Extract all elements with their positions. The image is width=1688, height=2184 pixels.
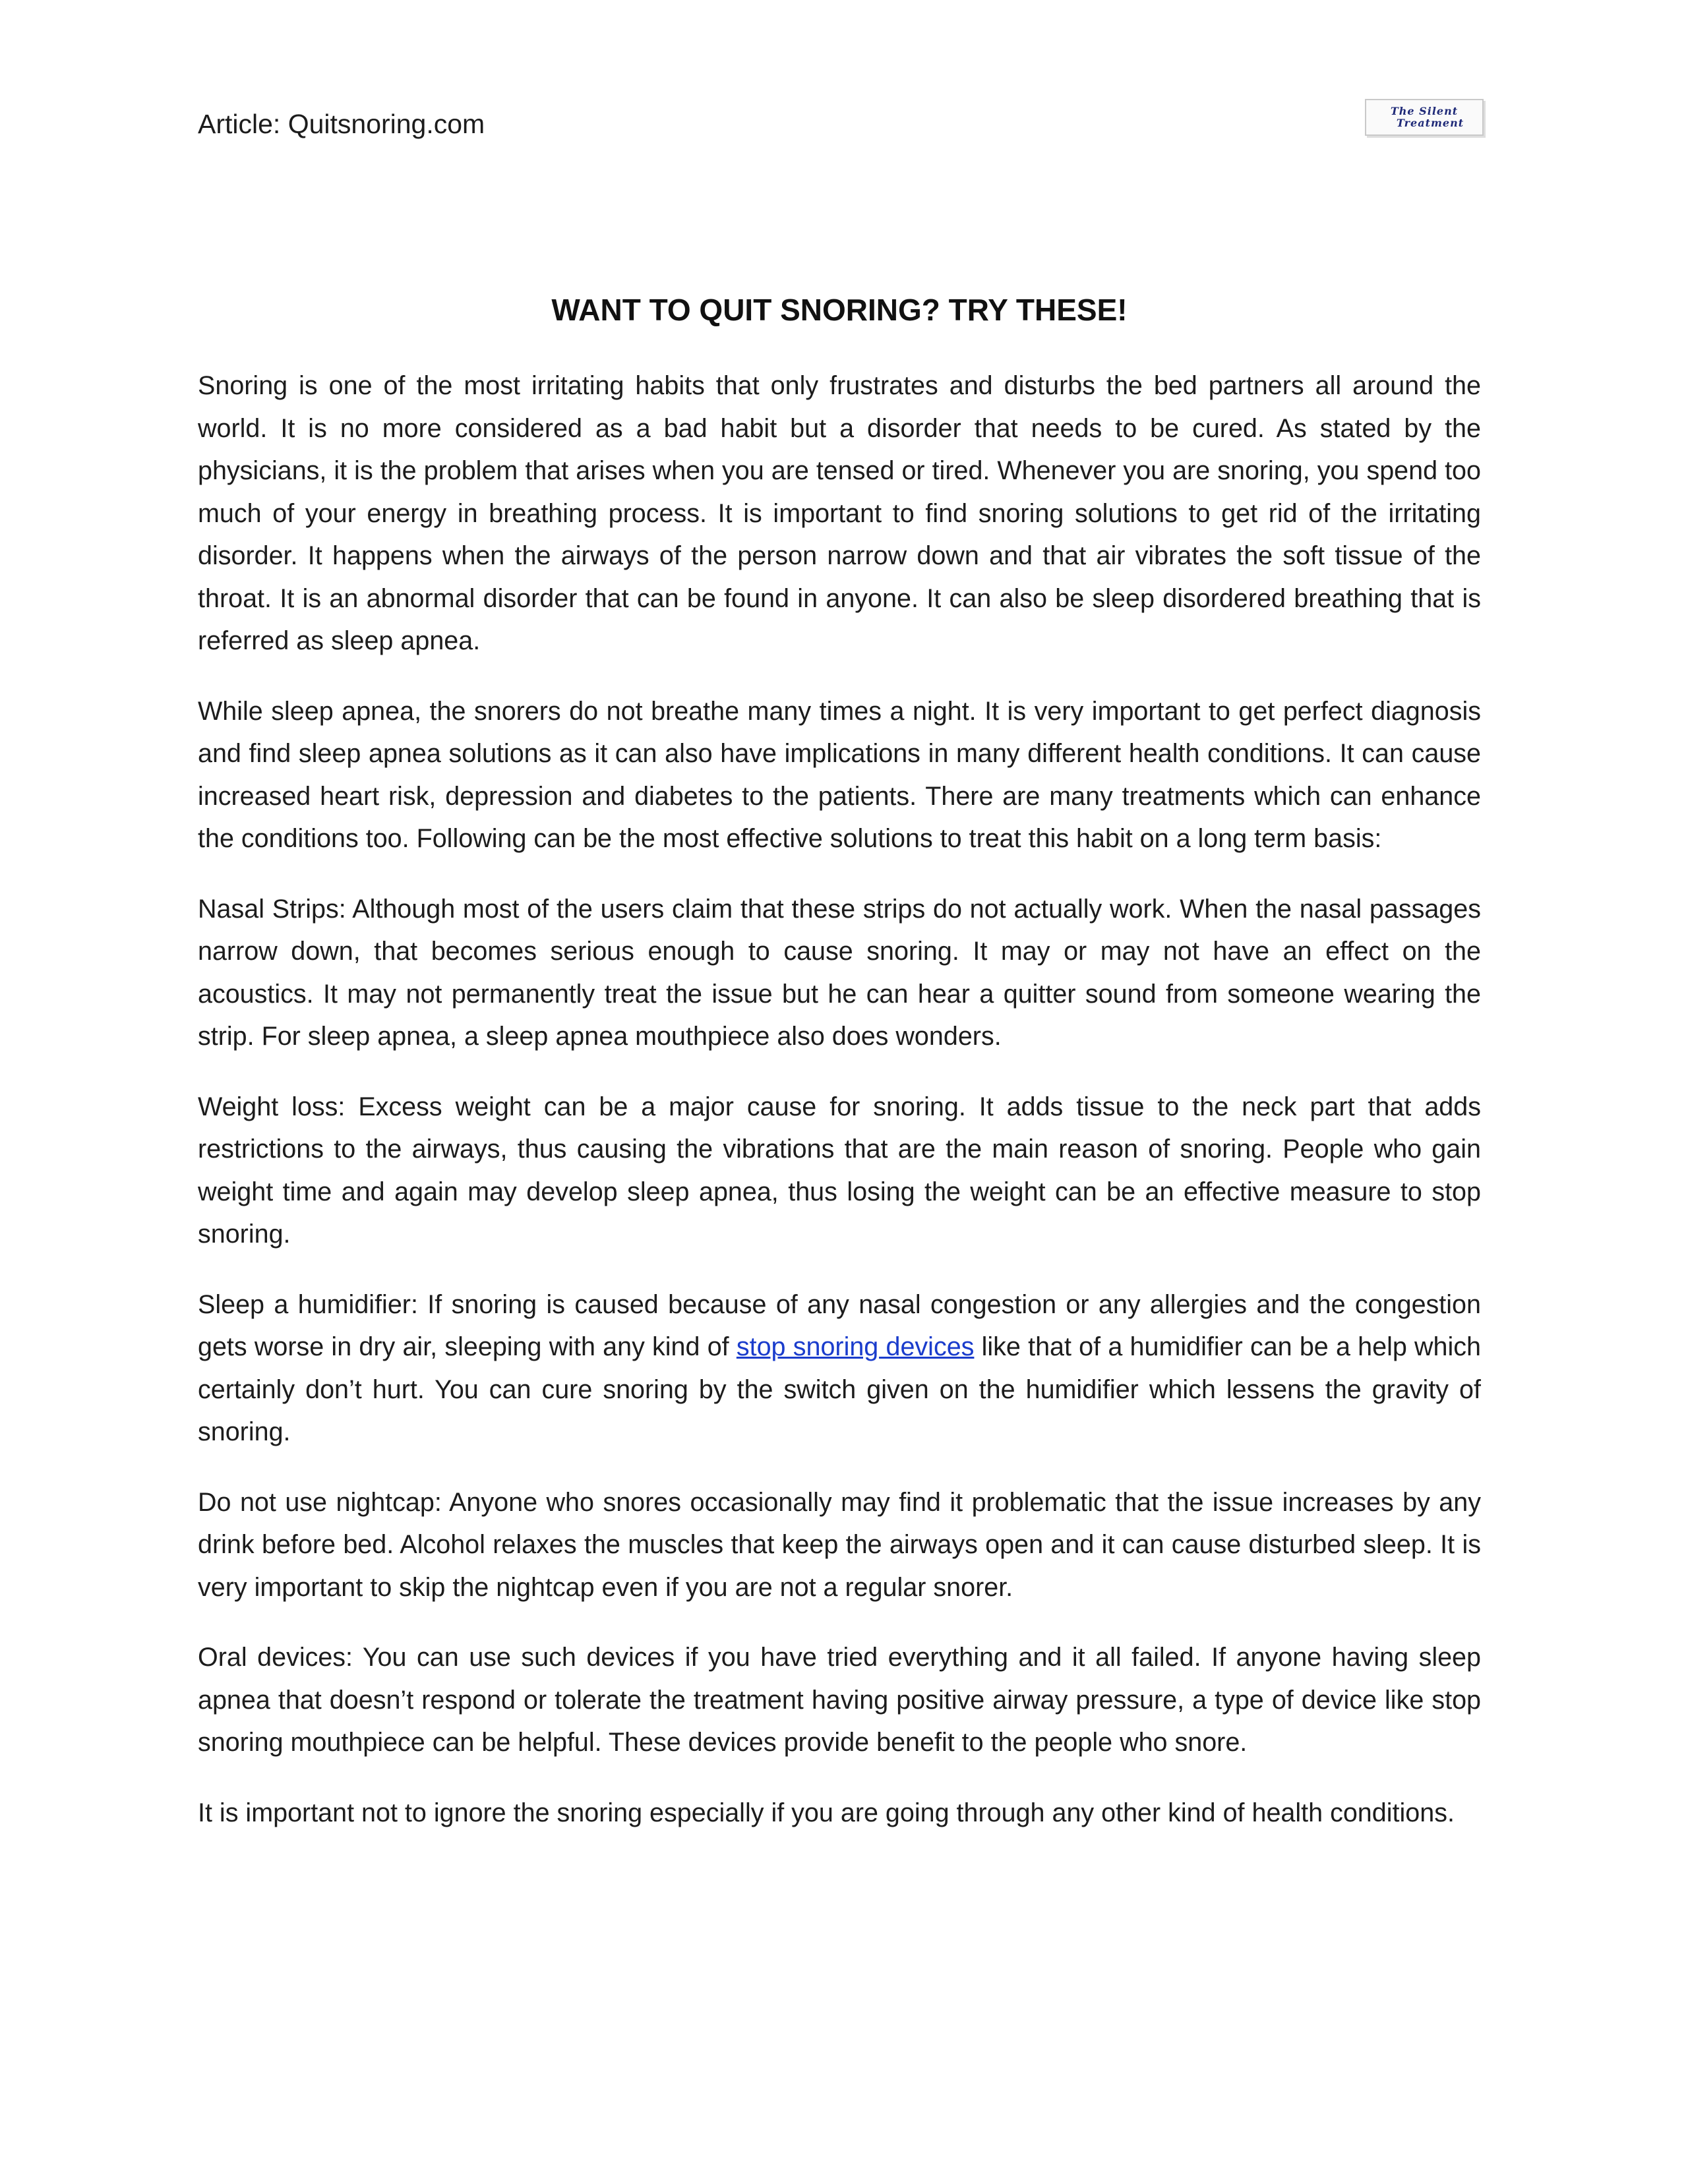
paragraph-humidifier <box>198 1284 1481 1454</box>
logo-line-1: The Silent <box>1390 105 1459 117</box>
article-body <box>198 365 1481 1862</box>
article-source-label: Article: Quitsnoring.com <box>198 109 485 139</box>
article-title: WANT TO QUIT SNORING? TRY THESE! <box>551 293 1128 327</box>
paragraph-nightcap: Do not use nightcap: Anyone who snores occasionally may find it problematic that the issue increases by any drink before bed. Alcohol relaxes the muscles that keep the airways open and it can cause disturbed sleep. It is very important to skip the nightcap even if you are not a regular snorer. <box>198 1487 1481 1602</box>
logo-line-2: Treatment <box>1396 117 1464 129</box>
humidifier-text-before: Sleep a humidifier: If snoring is caused because of any nasal congestion or any allergies and the congestion gets worse in dry air, sleeping with any kind of <box>198 1289 1481 1361</box>
humidifier-text-after: like that of a humidifier can be a help which certainly don’t hurt. You can cure snoring by the switch given on the humidifier which lessens the gravity of snoring. <box>198 1332 1482 1446</box>
stop-snoring-devices-link[interactable]: stop snoring devices <box>736 1332 975 1361</box>
paragraph-nasal-strips: Nasal Strips: Although most of the users claim that these strips do not actually work. When the nasal passages narrow down, that becomes serious enough to cause snoring. It may or may not have an effect on the acoustics. It may not permanently treat the issue but he can hear a quitter sound from someone wearing the strip. For sleep apnea, a sleep apnea mouthpiece also does wonders. <box>198 894 1481 1051</box>
paragraph-intro: Snoring is one of the most irritating habits that only frustrates and disturbs the bed partners all around the world. It is no more considered as a bad habit but a disorder that needs to be cured. As stated by the physicians, it is the problem that arises when you are tensed or tired. Whenever you are snoring, you spend too much of your energy in breathing process. It is important to find snoring solutions to get rid of the irritating disorder. It happens when the airways of the person narrow down and that air vibrates the soft tissue of the throat. It is an abnormal disorder that can be found in anyone. It can also be sleep disordered breathing that is referred as sleep apnea. <box>198 371 1481 655</box>
paragraph-weight-loss: Weight loss: Excess weight can be a major cause for snoring. It adds tissue to the neck part that adds restrictions to the airways, thus causing the vibrations that are the main reason of snoring. People who gain weight time and again may develop sleep apnea, thus losing the weight can be an effective measure to stop snoring. <box>198 1092 1481 1249</box>
paragraph-sleep-apnea: While sleep apnea, the snorers do not breathe many times a night. It is very important to get perfect diagnosis and find sleep apnea solutions as it can also have implications in many different health conditions. It can cause increased heart risk, depression and diabetes to the patients. There are many treatments which can enhance the conditions too. Following can be the most effective solutions to treat this habit on a long term basis: <box>198 696 1481 853</box>
paragraph-conclusion: It is important not to ignore the snoring especially if you are going through any other kind of health conditions. <box>198 1798 1455 1827</box>
paragraph-oral-devices: Oral devices: You can use such devices if you have tried everything and it all failed. If anyone having sleep apnea that doesn’t respond or tolerate the treatment having positive airway pressure, a type of device like stop snoring mouthpiece can be helpful. These devices provide benefit to the people who snore. <box>198 1643 1481 1757</box>
the-silent-treatment-logo <box>1365 99 1484 136</box>
